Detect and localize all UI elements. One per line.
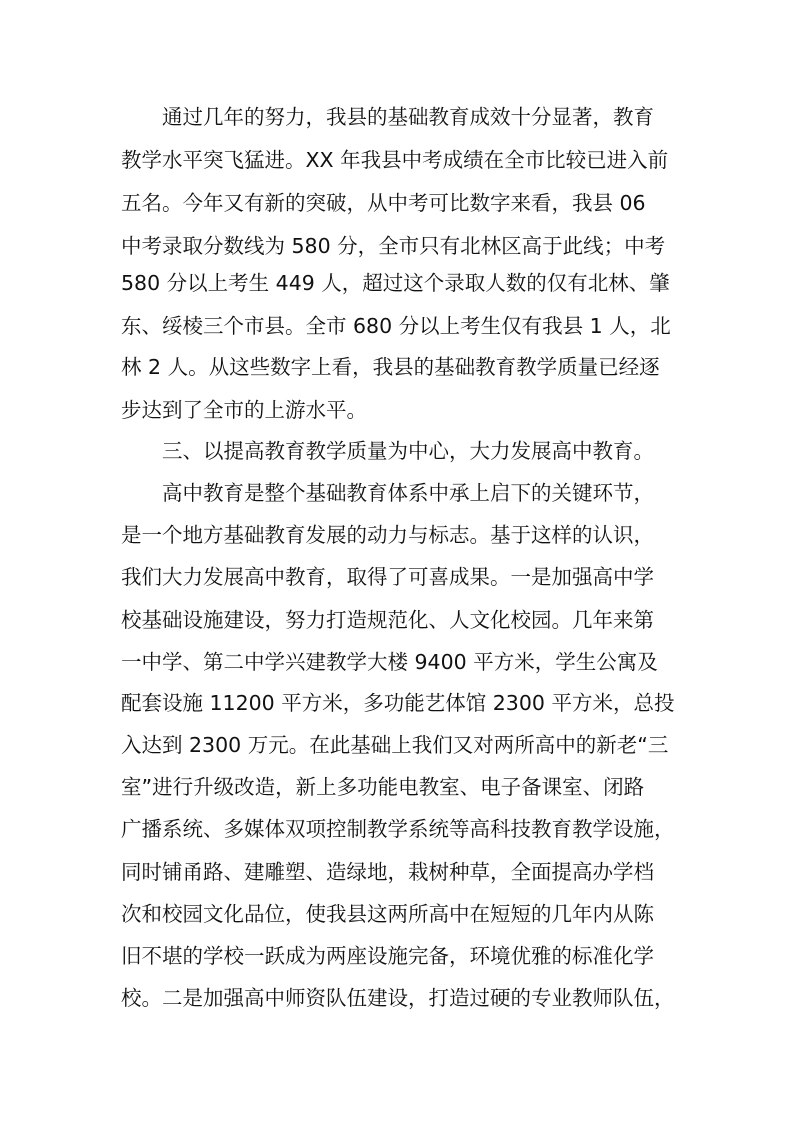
paragraph-line: 旧不堪的学校一跃成为两座设施完备，环境优雅的标准化学 bbox=[121, 944, 654, 968]
paragraph-line: 步达到了全市的上游水平。 bbox=[121, 398, 367, 422]
paragraph-line: 教学水平突飞猛进。XX 年我县中考成绩在全市比较已进入前 bbox=[121, 148, 669, 172]
paragraph-line: 580 分以上考生 449 人，超过这个录取人数的仅有北林、肇 bbox=[121, 271, 670, 295]
paragraph-line: 通过几年的努力，我县的基础教育成效十分显著，教育 bbox=[162, 105, 654, 129]
paragraph-line: 入达到 2300 万元。在此基础上我们又对两所高中的新老“三 bbox=[121, 733, 669, 757]
paragraph-line: 次和校园文化品位，使我县这两所高中在短短的几年内从陈 bbox=[121, 902, 654, 926]
paragraph-line: 中考录取分数线为 580 分，全市只有北林区高于此线；中考 bbox=[121, 234, 666, 258]
paragraph-line: 我们大力发展高中教育，取得了可喜成果。一是加强高中学 bbox=[121, 565, 654, 589]
paragraph-line: 同时铺甬路、建雕塑、造绿地，栽树种草，全面提高办学档 bbox=[121, 860, 654, 884]
section-heading: 三、以提高教育教学质量为中心，大力发展高中教育。 bbox=[162, 439, 654, 463]
paragraph-line: 校。二是加强高中师资队伍建设，打造过硬的专业教师队伍， bbox=[121, 986, 675, 1010]
paragraph-line: 校基础设施建设，努力打造规范化、人文化校园。几年来第 bbox=[121, 608, 654, 632]
paragraph-line: 林 2 人。从这些数字上看，我县的基础教育教学质量已经逐 bbox=[121, 355, 660, 379]
paragraph-line: 广播系统、多媒体双项控制教学系统等高科技教育教学设施， bbox=[121, 817, 675, 841]
paragraph-line: 东、绥棱三个市县。全市 680 分以上考生仅有我县 1 人，北 bbox=[121, 314, 671, 338]
paragraph-line: 是一个地方基础教育发展的动力与标志。基于这样的认识， bbox=[121, 523, 654, 547]
paragraph-line: 一中学、第二中学兴建教学大楼 9400 平方米，学生公寓及 bbox=[121, 650, 658, 674]
paragraph-line: 高中教育是整个基础教育体系中承上启下的关键环节， bbox=[162, 481, 654, 505]
paragraph-line: 配套设施 11200 平方米，多功能艺体馆 2300 平方米，总投 bbox=[121, 691, 675, 715]
paragraph-line: 五名。今年又有新的突破，从中考可比数字来看，我县 06 bbox=[121, 191, 646, 215]
paragraph-line: 室”进行升级改造，新上多功能电教室、电子备课室、闭路 bbox=[121, 775, 645, 799]
